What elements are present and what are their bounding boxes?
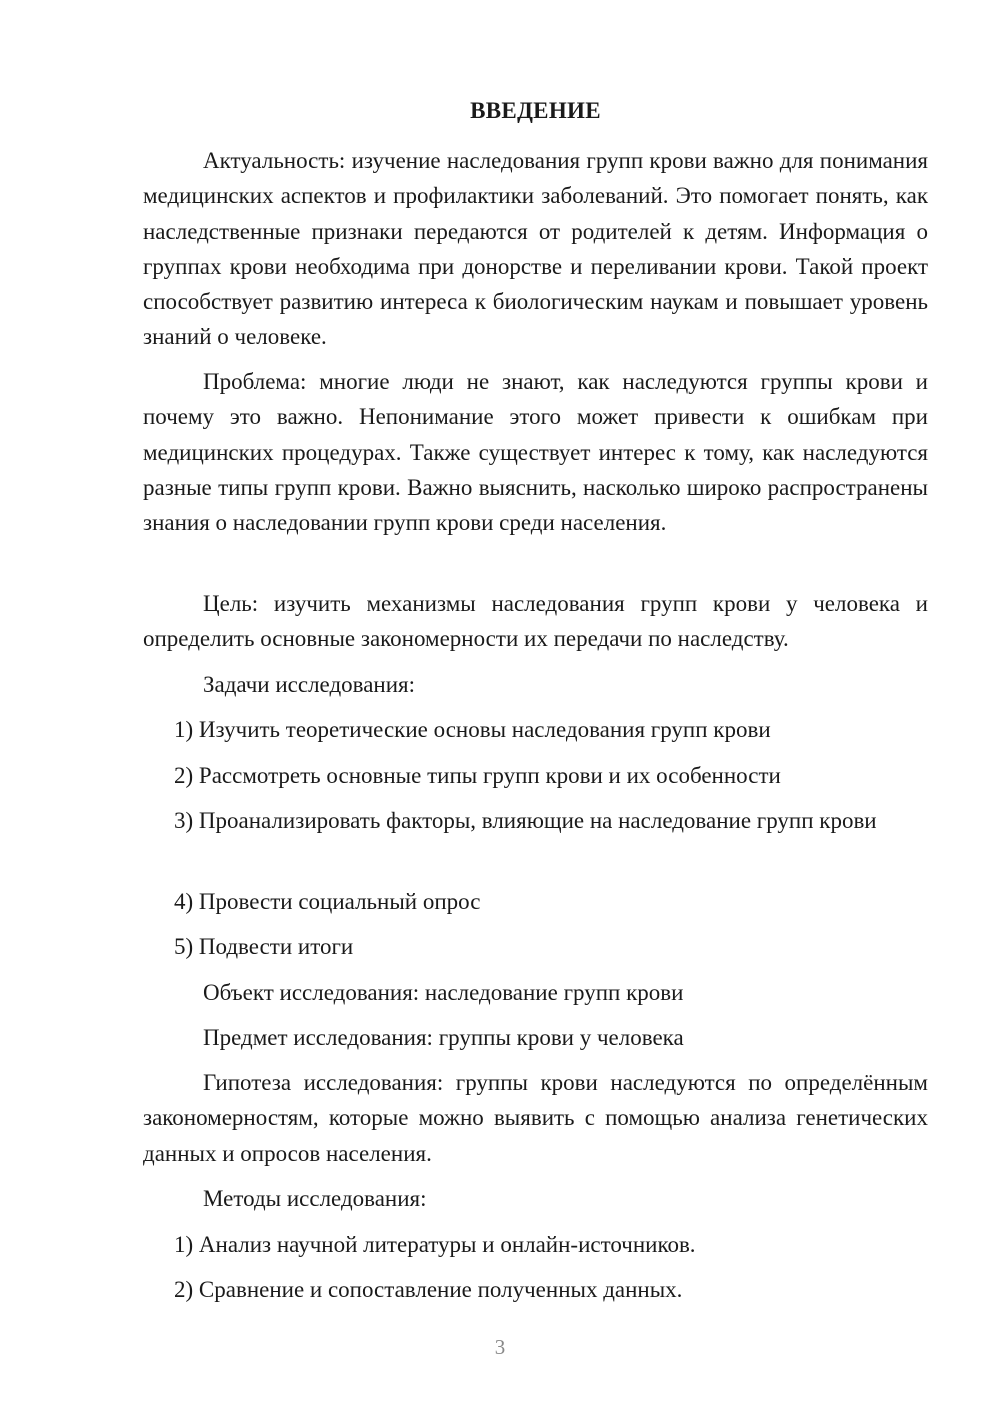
task-item: 3) Проанализировать факторы, влияющие на наследование групп крови <box>174 808 877 833</box>
section-heading: ВВЕДЕНИЕ <box>470 98 601 123</box>
method-item: 2) Сравнение и сопоставление полученных данных. <box>174 1277 683 1302</box>
task-item: 2) Рассмотреть основные типы групп крови и их особенности <box>174 763 781 788</box>
relevance-paragraph: Актуальность: изучение наследования групп крови важно для понимания медицинских аспектов и профилактики заболеваний. Это помогает понять, как наследственные признаки передаются от родителей к детям. Информация о группах крови необходима при донорстве и переливании крови. Такой проект способствует развитию интереса к биологическим наукам и повышает уровень знаний о человеке. <box>143 148 928 350</box>
methods-title: Методы исследования: <box>203 1186 427 1211</box>
page-number: 3 <box>494 1335 506 1359</box>
method-item: 1) Анализ научной литературы и онлайн-источников. <box>174 1232 696 1257</box>
task-item: 5) Подвести итоги <box>174 934 354 959</box>
object-paragraph: Объект исследования: наследование групп крови <box>203 980 684 1005</box>
problem-paragraph: Проблема: многие люди не знают, как наследуются группы крови и почему это важно. Непонимание этого может привести к ошибкам при медицинских процедурах. Также существует интерес к тому, как наследуются разные типы групп крови. Важно выяснить, насколько широко распространены знания о наследовании групп крови среди населения. <box>143 369 928 536</box>
goal-paragraph: Цель: изучить механизмы наследования групп крови у человека и определить основные закономерности их передачи по наследству. <box>143 591 928 652</box>
task-item: 4) Провести социальный опрос <box>174 889 481 914</box>
task-item: 1) Изучить теоретические основы наследования групп крови <box>174 717 771 742</box>
subject-paragraph: Предмет исследования: группы крови у человека <box>203 1025 684 1050</box>
tasks-title: Задачи исследования: <box>203 672 416 697</box>
hypothesis-paragraph: Гипотеза исследования: группы крови наследуются по определённым закономерностям, которые можно выявить с помощью анализа генетических данных и опросов населения. <box>143 1070 928 1166</box>
